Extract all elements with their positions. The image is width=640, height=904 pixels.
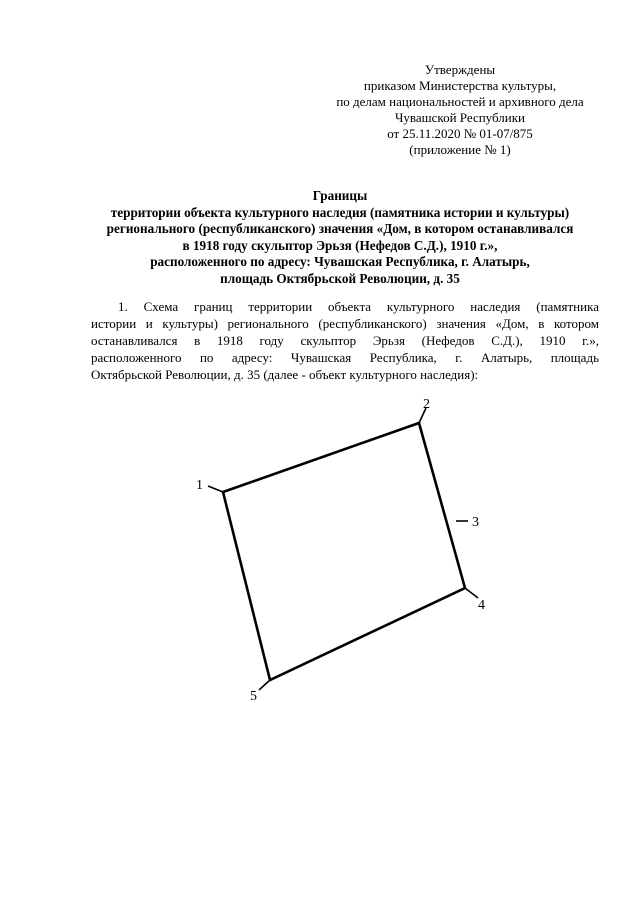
leader-line-point-4 [465,588,478,598]
title-line: Границы [312,188,368,203]
approval-line: по делам национальностей и архивного дела [336,94,584,109]
paragraph-line: Октябрьской Революции, д. 35 (далее - объект культурного наследия): [91,367,479,382]
title-line: регионального (республиканского) значения «Дом, в котором останавливался [106,221,574,236]
approval-line: приказом Министерства культуры, [363,78,557,93]
paragraph-line: истории и культуры) регионального (республиканского) значения «Дом, в котором [91,316,599,331]
approval-line: Утверждены [424,62,496,77]
point-label-1: 1 [196,478,203,493]
leader-line-point-1 [208,486,223,492]
approval-line: Чувашской Республики [394,110,526,125]
point-label-5: 5 [250,689,257,704]
point-label-4: 4 [478,598,485,613]
paragraph-line: 1. Схема границ территории объекта культурного наследия (памятника [118,299,599,314]
title-line: площадь Октябрьской Революции, д. 35 [220,270,460,286]
point-label-2: 2 [423,397,430,412]
approval-line: (приложение № 1) [409,142,511,157]
approval-line: от 25.11.2020 № 01-07/875 [387,126,533,141]
boundary-polygon [223,423,465,680]
point-label-3: 3 [472,515,479,530]
paragraph-line: расположенного по адресу: Чувашская Республика, г. Алатырь, площадь [91,350,599,365]
paragraph-line: останавливался в 1918 году скульптор Эрьзя (Нефедов С.Д.), 1910 г.», [91,333,599,348]
title-line: территории объекта культурного наследия (памятника истории и культуры) [110,204,570,220]
leader-line-point-5 [259,680,270,690]
title-line: расположенного по адресу: Чувашская Республика, г. Алатырь, [150,254,530,269]
title-line: в 1918 году скульптор Эрьзя (Нефедов С.Д.), 1910 г.», [182,237,498,253]
